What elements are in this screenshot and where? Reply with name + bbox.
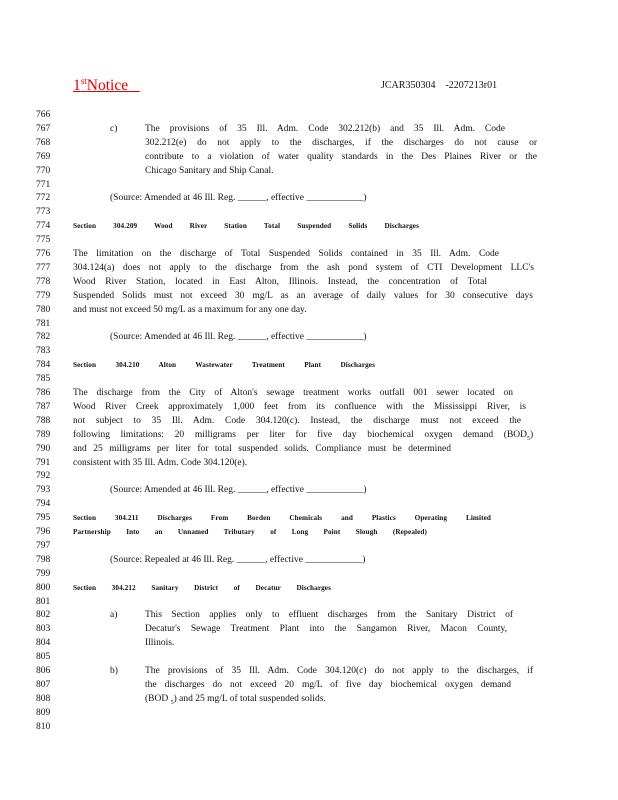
document-id bbox=[381, 80, 497, 91]
line-number: 804 bbox=[36, 638, 51, 649]
line-number: 806 bbox=[36, 666, 51, 676]
line-number: 802 bbox=[36, 610, 51, 621]
item-b-marker: b) bbox=[110, 666, 118, 676]
line-number: 766 bbox=[36, 110, 51, 120]
line-number: 810 bbox=[36, 721, 51, 732]
item-a-marker: a) bbox=[110, 610, 118, 620]
line-number: 782 bbox=[36, 332, 51, 343]
line-number: 801 bbox=[36, 596, 51, 607]
section-304-210-line-4-text: following limitations: 20 milligrams per liter for five day biochemical oxygen demand (BOD bbox=[73, 430, 527, 440]
item-c-marker: c) bbox=[110, 124, 118, 134]
section-304-209-line-5: and must not exceed 50 mg/L as a maximum for any one day. bbox=[73, 305, 307, 315]
line-number: 778 bbox=[36, 276, 51, 287]
line-number: 785 bbox=[36, 374, 51, 385]
line-number: 771 bbox=[36, 179, 51, 190]
item-b-line-3-start: (BOD bbox=[145, 694, 169, 704]
item-b-line-3 bbox=[145, 692, 326, 710]
notice-word: Notice bbox=[86, 77, 129, 95]
line-number: 786 bbox=[36, 388, 51, 398]
line-number: 794 bbox=[36, 499, 51, 510]
source-note-4: (Source: Repealed at 46 Ill. Reg. ______, effective ____________) bbox=[110, 555, 366, 565]
line-number: 773 bbox=[36, 207, 51, 218]
section-304-211-heading-line-2: Partnership Into an Unnamed Tributary of Long Point Slough (Repealed) bbox=[73, 528, 427, 536]
section-304-209-line-3: Wood River Station, located in East Alton, Illinois. Instead, the concentration of Total bbox=[73, 277, 487, 287]
section-304-209-heading: Section 304.209 Wood River Station Total Suspended Solids Discharges bbox=[73, 222, 419, 230]
bod-subscript-close: ) bbox=[530, 430, 534, 440]
bod-subscript-b: 5 bbox=[170, 699, 174, 706]
item-c-line-1: The provisions of 35 Ill. Adm. Code 302.212(b) and 35 Ill. Adm. Code bbox=[145, 124, 505, 134]
line-number: 777 bbox=[36, 262, 51, 273]
notice-number: 1 bbox=[73, 77, 81, 95]
section-304-210-heading: Section 304.210 Alton Wastewater Treatment Plant Discharges bbox=[73, 361, 375, 369]
section-304-211-heading-line-1: Section 304.211 Discharges From Borden Chemicals and Plastics Operating Limited bbox=[73, 514, 491, 522]
line-number: 767 bbox=[36, 123, 51, 134]
line-number: 774 bbox=[36, 221, 51, 232]
section-304-212-heading: Section 304.212 Sanitary District of Decatur Discharges bbox=[73, 584, 331, 592]
line-number: 808 bbox=[36, 693, 51, 704]
section-304-209-line-2: 304.124(a) does not apply to the discharge from the ash pond system of CTI Development LLC's bbox=[73, 263, 534, 273]
line-number: 807 bbox=[36, 679, 51, 690]
line-number: 787 bbox=[36, 401, 51, 412]
section-304-210-line-5: and 25 milligrams per liter for total suspended solids. Compliance must be determined bbox=[73, 444, 451, 454]
line-number: 779 bbox=[36, 290, 51, 301]
line-number: 789 bbox=[36, 429, 51, 440]
section-304-210-line-2: Wood River Creek approximately 1,000 feet from its confluence with the Mississippi River, is bbox=[73, 402, 526, 412]
notice-label bbox=[73, 76, 140, 95]
line-number: 776 bbox=[36, 249, 51, 259]
jcar-id: JCAR350304 bbox=[381, 80, 436, 91]
source-note-3: (Source: Amended at 46 Ill. Reg. ______, effective ____________) bbox=[110, 485, 367, 495]
section-304-210-line-6: consistent with 35 Ill. Adm. Code 304.120(e). bbox=[73, 458, 248, 468]
item-c-line-2: 302.212(e) do not apply to the discharges, if the discharges do not cause or bbox=[145, 138, 537, 148]
line-number: 805 bbox=[36, 652, 51, 663]
line-number: 780 bbox=[36, 304, 51, 315]
line-number: 800 bbox=[36, 582, 51, 593]
item-b-line-2: the discharges do not exceed 20 mg/L of five day biochemical oxygen demand bbox=[145, 680, 511, 690]
line-number: 768 bbox=[36, 137, 51, 148]
line-number: 809 bbox=[36, 707, 51, 718]
line-number: 775 bbox=[36, 235, 51, 246]
line-number: 783 bbox=[36, 346, 51, 357]
line-number: 791 bbox=[36, 457, 51, 468]
line-number: 772 bbox=[36, 193, 51, 204]
notice-ordinal: st bbox=[80, 76, 87, 86]
line-number: 796 bbox=[36, 527, 51, 537]
section-304-209-line-4: Suspended Solids must not exceed 30 mg/L as an average of daily values for 30 consecutive days bbox=[73, 291, 533, 301]
line-number: 797 bbox=[36, 540, 51, 551]
line-number: 792 bbox=[36, 471, 51, 482]
item-a-line-2: Decatur's Sewage Treatment Plant into the Sangamon River, Macon County, bbox=[145, 624, 507, 634]
item-b-line-1: The provisions of 35 Ill. Adm. Code 304.120(c) do not apply to the discharges, if bbox=[145, 666, 533, 676]
item-a-line-3: Illinois. bbox=[145, 638, 175, 648]
line-number: 784 bbox=[36, 360, 51, 371]
line-number: 793 bbox=[36, 485, 51, 496]
section-304-210-line-3: not subject to 35 Ill. Adm. Code 304.120(c). Instead, the discharge must not exceed the bbox=[73, 416, 521, 426]
line-number: 769 bbox=[36, 151, 51, 162]
line-number: 770 bbox=[36, 165, 51, 176]
source-note-2: (Source: Amended at 46 Ill. Reg. ______, effective ____________) bbox=[110, 332, 367, 342]
item-b-line-3-end: ) and 25 mg/L of total suspended solids. bbox=[173, 694, 326, 704]
section-304-209-line-1: The limitation on the discharge of Total Suspended Solids contained in 35 Ill. Adm. Code bbox=[73, 249, 499, 259]
line-number: 799 bbox=[36, 568, 51, 579]
line-number: 798 bbox=[36, 554, 51, 565]
source-note-1: (Source: Amended at 46 Ill. Reg. ______, effective ____________) bbox=[110, 193, 367, 203]
item-c-line-4: Chicago Sanitary and Ship Canal. bbox=[145, 166, 274, 176]
bod-subscript: 5 bbox=[527, 435, 530, 442]
item-a-line-1: This Section applies only to effluent discharges from the Sanitary District of bbox=[145, 610, 513, 620]
doc-number: -2207213r01 bbox=[445, 80, 498, 91]
line-number: 781 bbox=[36, 318, 51, 329]
section-304-210-line-1: The discharge from the City of Alton's sewage treatment works outfall 001 sewer located on bbox=[73, 388, 513, 398]
line-number: 803 bbox=[36, 624, 51, 635]
line-number: 788 bbox=[36, 415, 51, 426]
item-c-line-3: contribute to a violation of water quality standards in the Des Plaines River or the bbox=[145, 152, 537, 162]
line-number: 790 bbox=[36, 443, 51, 454]
line-number: 795 bbox=[36, 513, 51, 524]
